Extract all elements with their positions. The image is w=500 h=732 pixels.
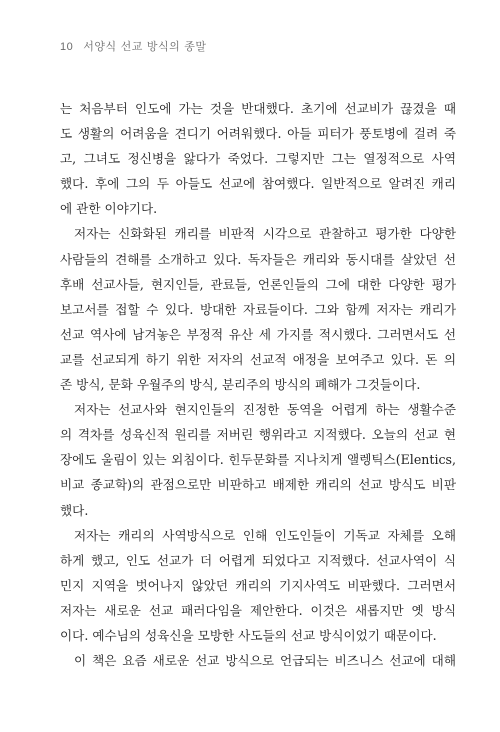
page-number: 10 xyxy=(60,41,74,53)
text-line: 저자는 새로운 선교 패러다임을 제안한다. 이것은 새롭지만 옛 방식 xyxy=(60,602,456,618)
paragraph xyxy=(60,397,456,522)
book-title: 서양식 선교 방식의 종말 xyxy=(83,40,207,53)
text-line: 에 관한 이야기다. xyxy=(60,201,158,217)
text-line: 교를 선교되게 하기 위한 저자의 선교적 애정을 보여주고 있다. 돈 의 xyxy=(60,351,456,367)
text-line: 하게 했고, 인도 선교가 더 어렵게 되었다고 지적했다. 선교사역이 식 xyxy=(60,552,456,568)
text-line: 선교 역사에 남겨놓은 부정적 유산 세 가지를 적시했다. 그러면서도 선 xyxy=(60,326,456,342)
paragraph xyxy=(60,221,456,397)
text-line: 했다. xyxy=(60,502,89,518)
paragraph xyxy=(60,523,456,648)
text-line: 보고서를 접할 수 있다. 방대한 자료들이다. 그와 함께 저자는 캐리가 xyxy=(60,301,456,317)
text-line: 사람들의 견해를 소개하고 있다. 독자들은 캐리와 동시대를 살았던 선 xyxy=(60,251,456,267)
text-line: 의 격차를 성육신적 원리를 저버린 행위라고 지적했다. 오늘의 선교 현 xyxy=(60,427,456,443)
text-line: 후배 선교사들, 현지인들, 관료들, 언론인들의 그에 대한 다양한 평가 xyxy=(60,276,456,292)
text-line: 저자는 신화화된 캐리를 비판적 시각으로 관찰하고 평가한 다양한 xyxy=(74,226,456,242)
body-text xyxy=(60,96,456,673)
text-line: 이 책은 요즘 새로운 선교 방식으로 언급되는 비즈니스 선교에 대해 xyxy=(74,653,456,669)
paragraph xyxy=(60,648,456,673)
paragraph xyxy=(60,96,456,221)
running-head xyxy=(60,38,207,54)
text-line: 존 방식, 문화 우월주의 방식, 분리주의 방식의 폐해가 그것들이다. xyxy=(60,377,421,393)
text-line: 했다. 후에 그의 두 아들도 선교에 참여했다. 일반적으로 알려진 캐리 xyxy=(60,176,456,192)
text-line: 저자는 캐리의 사역방식으로 인해 인도인들이 기독교 자체를 오해 xyxy=(74,527,456,543)
text-line: 민지 지역을 벗어나지 않았던 캐리의 기지사역도 비판했다. 그러면서 xyxy=(60,577,456,593)
text-line: 비교 종교학)의 관점으로만 비판하고 배제한 캐리의 선교 방식도 비판 xyxy=(60,477,456,493)
text-line: 저자는 선교사와 현지인들의 진정한 동역을 어렵게 하는 생활수준 xyxy=(74,402,456,418)
text-line: 는 처음부터 인도에 가는 것을 반대했다. 초기에 선교비가 끊겼을 때 xyxy=(60,101,456,116)
text-line: 장에도 울림이 있는 외침이다. 힌두문화를 지나치게 앨렝틱스(Elentics, xyxy=(60,452,456,468)
text-line: 이다. 예수님의 성육신을 모방한 사도들의 선교 방식이었기 때문이다. xyxy=(60,627,437,643)
text-line: 도 생활의 어려움을 견디기 어려워했다. 아들 피터가 풍토병에 걸려 죽 xyxy=(60,126,456,142)
text-line: 고, 그녀도 정신병을 앓다가 죽었다. 그렇지만 그는 열정적으로 사역 xyxy=(60,151,456,167)
